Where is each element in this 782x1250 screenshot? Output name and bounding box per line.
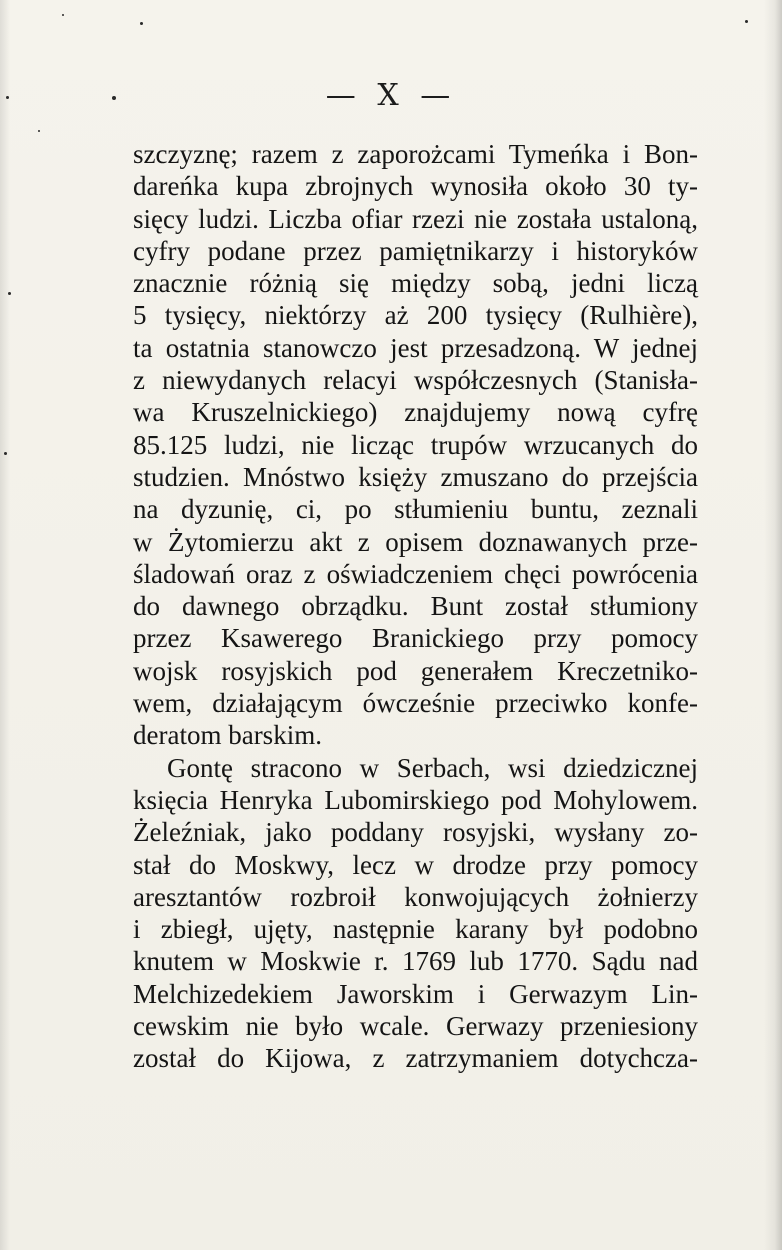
scan-speck (38, 130, 40, 132)
scan-speck (8, 292, 11, 295)
scan-speck (112, 96, 116, 100)
text-line: został do Kijowa, z zatrzymaniem dotychcza- (133, 1043, 698, 1074)
text-line: przez Ksawerego Branickiego przy pomocy (133, 623, 698, 654)
text-line: Żeleźniak, jako poddany rosyjski, wysłany zo- (133, 817, 698, 848)
body-text (133, 138, 698, 1075)
page-shadow-left (0, 0, 10, 1250)
text-line: stał do Moskwy, lecz w drodze przy pomocy (133, 849, 698, 880)
scan-speck (140, 22, 143, 25)
text-line: szczyznę; razem z zaporożcami Tymeńka i Bon- (133, 139, 698, 169)
text-line: studzien. Mnóstwo księży zmuszano do przejścia (133, 461, 698, 492)
text-line: aresztantów rozbroił konwojujących żołnierzy (133, 881, 698, 912)
scan-speck (62, 14, 64, 16)
text-line: dareńka kupa zbrojnych wynosiła około 30 ty- (133, 171, 698, 202)
text-line: z niewydanych relacyi współczesnych (Stanisła- (133, 365, 698, 396)
text-line: wojsk rosyjskich pod generałem Kreczetniko- (133, 655, 698, 686)
text-line: 5 tysięcy, niektórzy aż 200 tysięcy (Rulhière), (133, 300, 698, 331)
text-line: do dawnego obrządku. Bunt został stłumiony (133, 591, 698, 622)
page-shadow-right (764, 0, 782, 1250)
text-line: ta ostatnia stanowczo jest przesadzoną. W jednej (133, 332, 698, 363)
text-line: śladowań oraz z oświadczeniem chęci powrócenia (133, 558, 698, 589)
text-line: 85.125 ludzi, nie licząc trupów wrzucanych do (133, 429, 698, 460)
page-number: — X — (325, 78, 457, 113)
text-line: sięcy ludzi. Liczba ofiar rzezi nie została ustaloną, (133, 203, 698, 234)
text-line: znacznie różnią się między sobą, jedni liczą (133, 268, 698, 299)
text-line: deratom barskim. (133, 720, 322, 751)
scan-speck (4, 452, 7, 455)
text-line: wa Kruszelnickiego) znajdujemy nową cyfrę (133, 397, 698, 428)
text-line: w Żytomierzu akt z opisem doznawanych prze- (133, 526, 698, 557)
text-line: wem, działającym ówcześnie przeciwko konfe- (133, 688, 698, 719)
scan-speck (745, 20, 748, 23)
text-line: i zbiegł, ujęty, następnie karany był podobno (133, 914, 698, 945)
text-line: knutem w Moskwie r. 1769 lub 1770. Sądu nad (133, 946, 698, 977)
text-line: Gontę stracono w Serbach, wsi dziedzicznej (167, 752, 698, 783)
text-line: na dyzunię, ci, po stłumieniu buntu, zeznali (133, 494, 698, 525)
text-line: cyfry podane przez pamiętnikarzy i historyków (133, 235, 698, 266)
text-line: cewskim nie było wcale. Gerwazy przeniesiony (133, 1011, 698, 1042)
text-line: księcia Henryka Lubomirskiego pod Mohylowem. (133, 784, 698, 815)
scan-speck (6, 96, 9, 99)
text-line: Melchizedekiem Jaworskim i Gerwazym Lin- (133, 978, 698, 1009)
